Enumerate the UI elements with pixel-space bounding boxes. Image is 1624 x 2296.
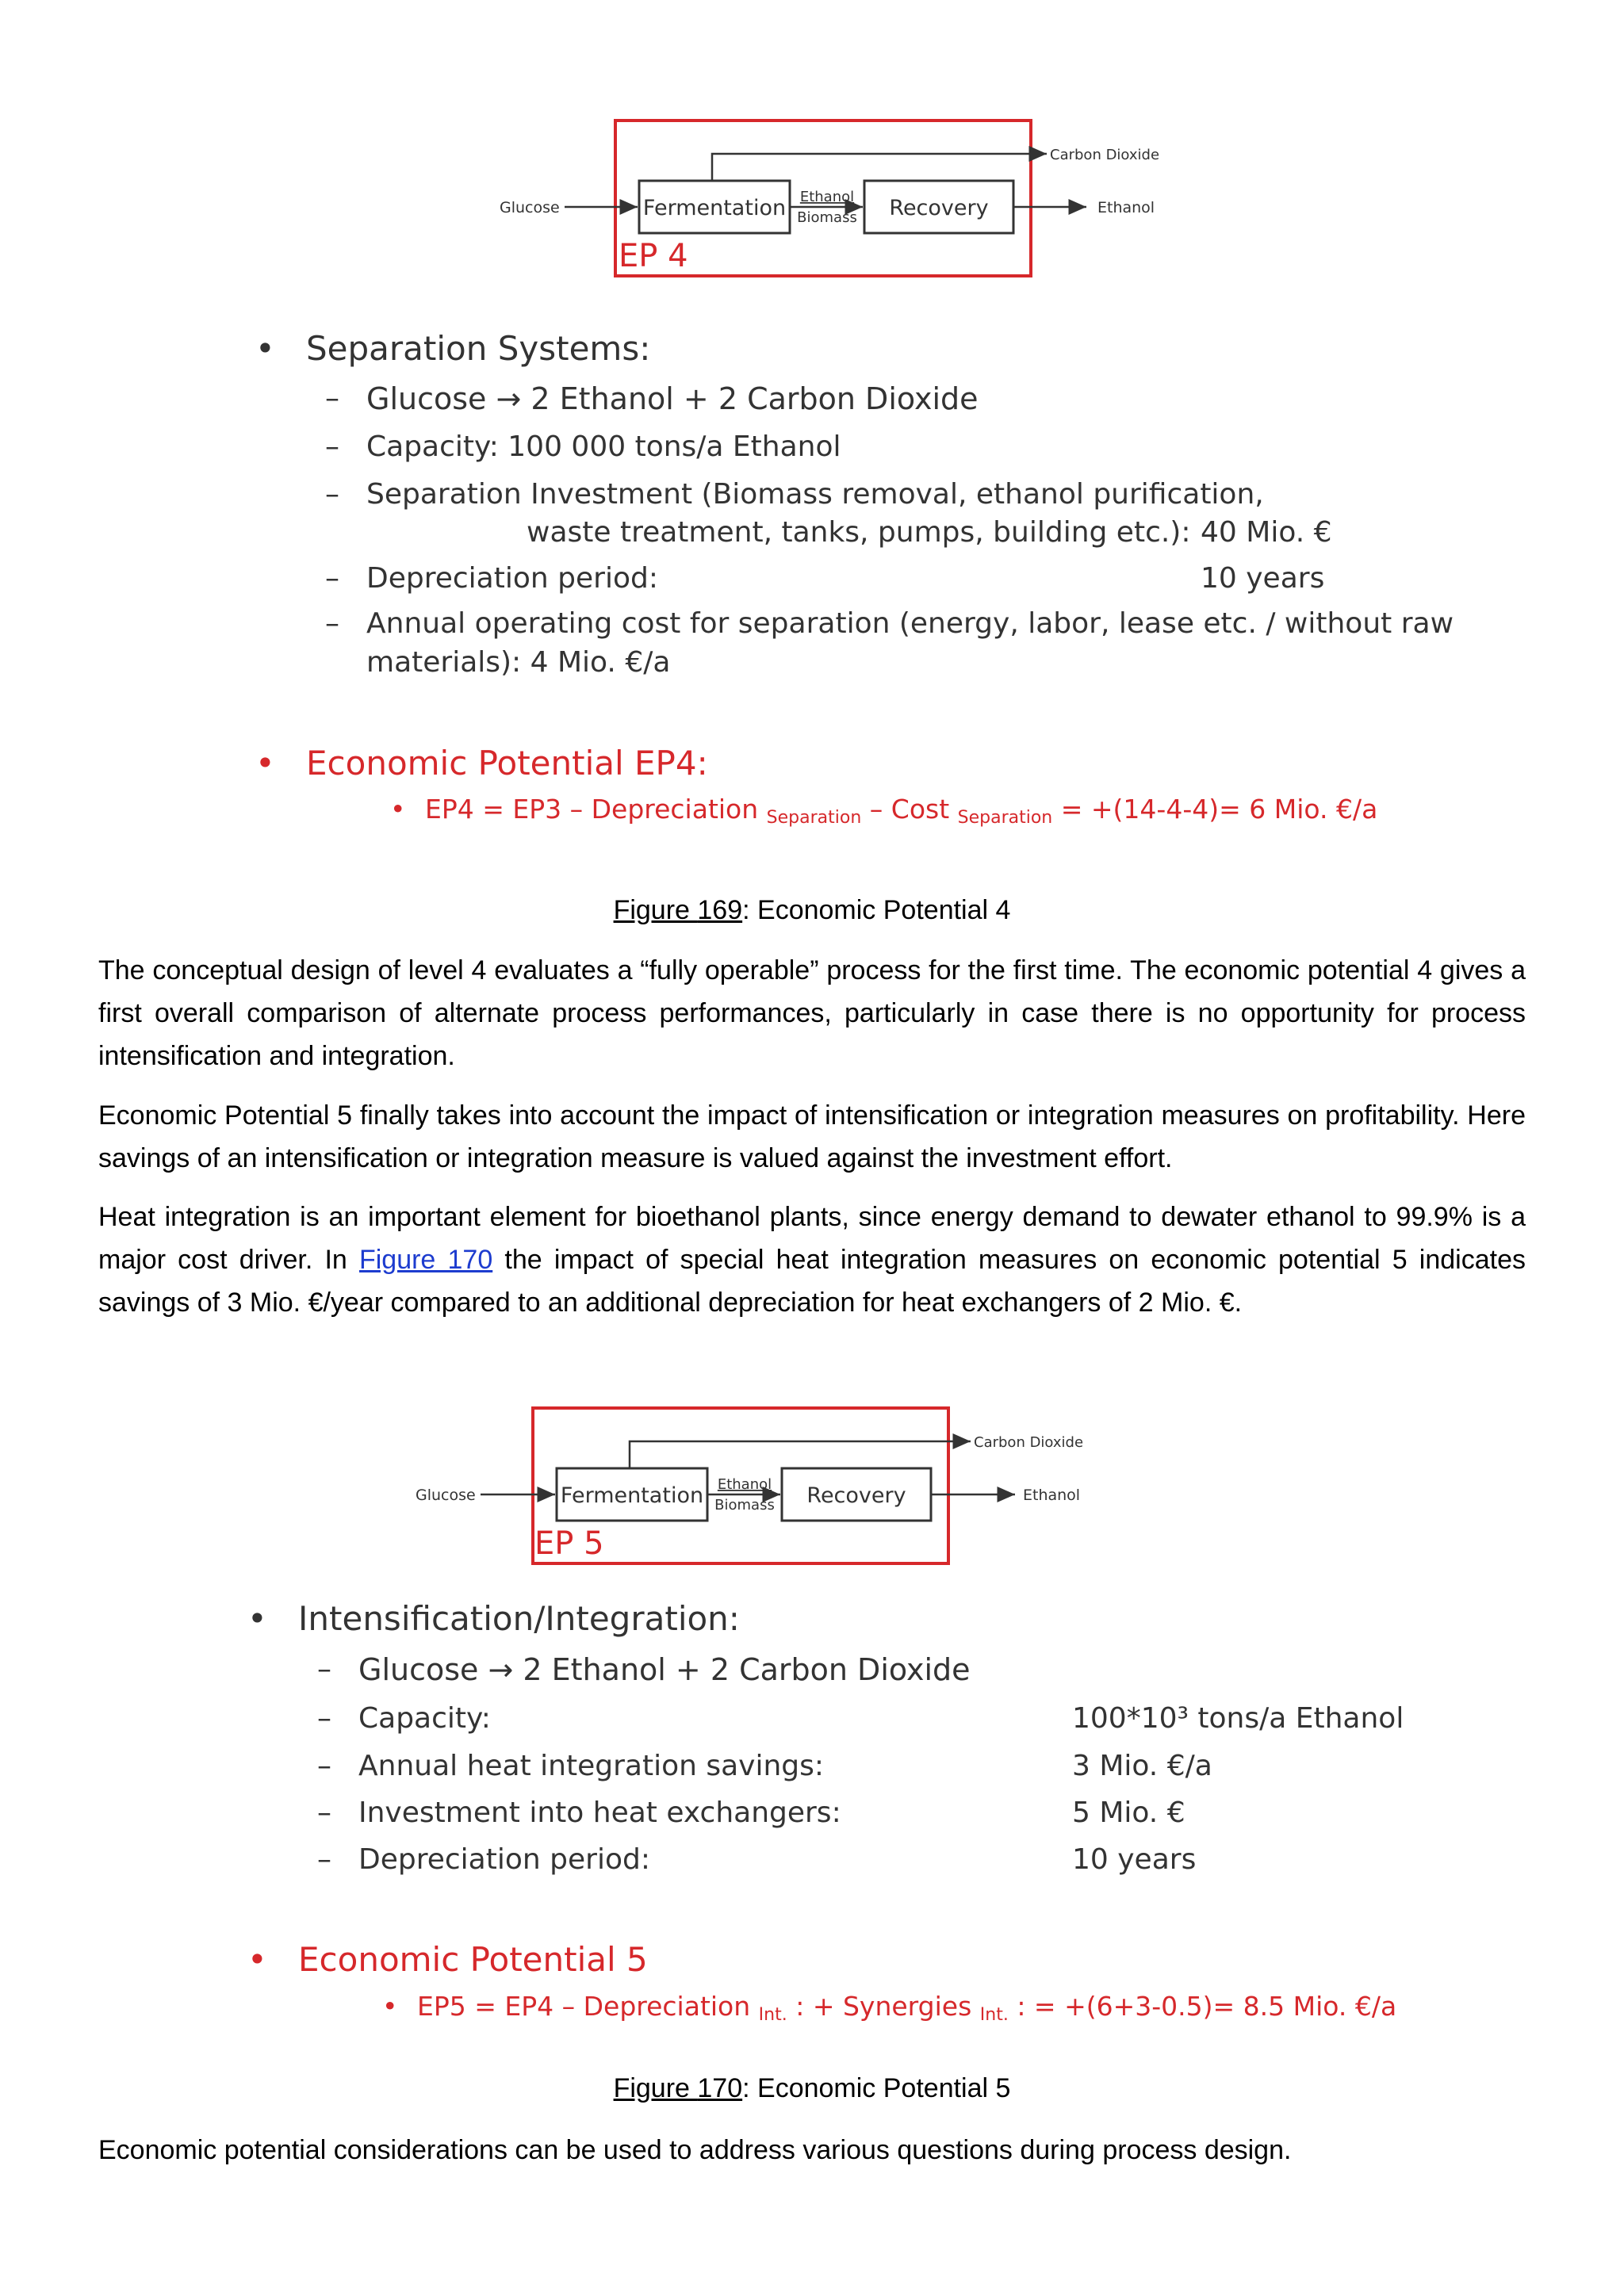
- ep5-input-label: Glucose: [416, 1487, 476, 1504]
- diagram-ep4: [476, 111, 1189, 285]
- figure-169-caption: Figure 169: Economic Potential 4: [613, 895, 1011, 925]
- ep5-out-top-label: Carbon Dioxide: [974, 1434, 1084, 1451]
- ep5-formula: • EP5 = EP4 – Depreciation $_{Int.}$ : + Synergies $_{Int.}$ : = +(6+3-0.5)= 8.5 Mio. €/a: [382, 1991, 1397, 2025]
- ep4-item-3-cont: waste treatment, tanks, pumps, building etc.):: [527, 516, 1191, 549]
- ep4-mid-top-label: Ethanol: [799, 189, 855, 205]
- ep5-box2-label: Recovery: [806, 1483, 906, 1508]
- diagram-ep5: [392, 1397, 1105, 1571]
- ep5-mid-top-label: Ethanol: [717, 1476, 772, 1493]
- ep4-input-label: Glucose: [500, 199, 560, 216]
- ep4-mid-bottom-label: Biomass: [797, 209, 857, 226]
- paragraph-2: Economic Potential 5 finally takes into account the impact of intensification or integration measures on profitability. Here savings of an intensification or integration measure is valued against the investment effort.: [98, 1100, 1526, 1173]
- ep5-box1-label: Fermentation: [560, 1483, 704, 1508]
- ep4-depreciation-value: 10 years: [1201, 562, 1325, 595]
- ep5-frame-label: EP 5: [534, 1525, 604, 1562]
- ep4-out-bottom-label: Ethanol: [1097, 199, 1155, 216]
- ep5-value-savings: 3 Mio. €/a: [1072, 1750, 1212, 1782]
- ep5-out-bottom-label: Ethanol: [1023, 1487, 1081, 1504]
- ep5-value-depreciation: 10 years: [1072, 1843, 1197, 1876]
- ep5-value-investment: 5 Mio. €: [1072, 1797, 1185, 1829]
- ep4-formula: • EP4 = EP3 – Depreciation $_{Separation}$ – Cost $_{Separation}$ = +(14-4-4)= 6 Mio. €/a: [390, 794, 1378, 828]
- paragraph-4: Economic potential considerations can be used to address various questions during process design.: [98, 2135, 1292, 2165]
- ep4-box1-label: Fermentation: [642, 196, 787, 220]
- figure-170-caption: Figure 170: Economic Potential 5: [613, 2073, 1011, 2103]
- paragraph-3: Heat integration is an important element for bioethanol plants, since energy demand to dewater ethanol to 99.9% is a major cost driver. In Figure 170 the impact of special heat integration measures on economic potential 5 indicates savings of 3 Mio. €/year compared to an additional depreciation for heat exchangers of 2 Mio. €.: [98, 1202, 1526, 1318]
- ep4-item-5-cont: materials): 4 Mio. €/a: [366, 646, 671, 679]
- ep5-mid-bottom-label: Biomass: [714, 1497, 775, 1513]
- ep4-investment-value: 40 Mio. €: [1201, 516, 1332, 549]
- ep4-box2-label: Recovery: [889, 196, 989, 220]
- ep4-out-top-label: Carbon Dioxide: [1050, 147, 1160, 163]
- ep4-frame-label: EP 4: [619, 238, 688, 274]
- ep5-value-capacity: 100*10³ tons/a Ethanol: [1072, 1702, 1404, 1735]
- figure-170-link[interactable]: Figure 170: [358, 1245, 493, 1275]
- paragraph-1: The conceptual design of level 4 evaluates a “fully operable” process for the first time. The economic potential 4 gives a first overall comparison of alternate process performances, particularly in case there is no opportunity for process intensification and integration.: [98, 955, 1526, 1071]
